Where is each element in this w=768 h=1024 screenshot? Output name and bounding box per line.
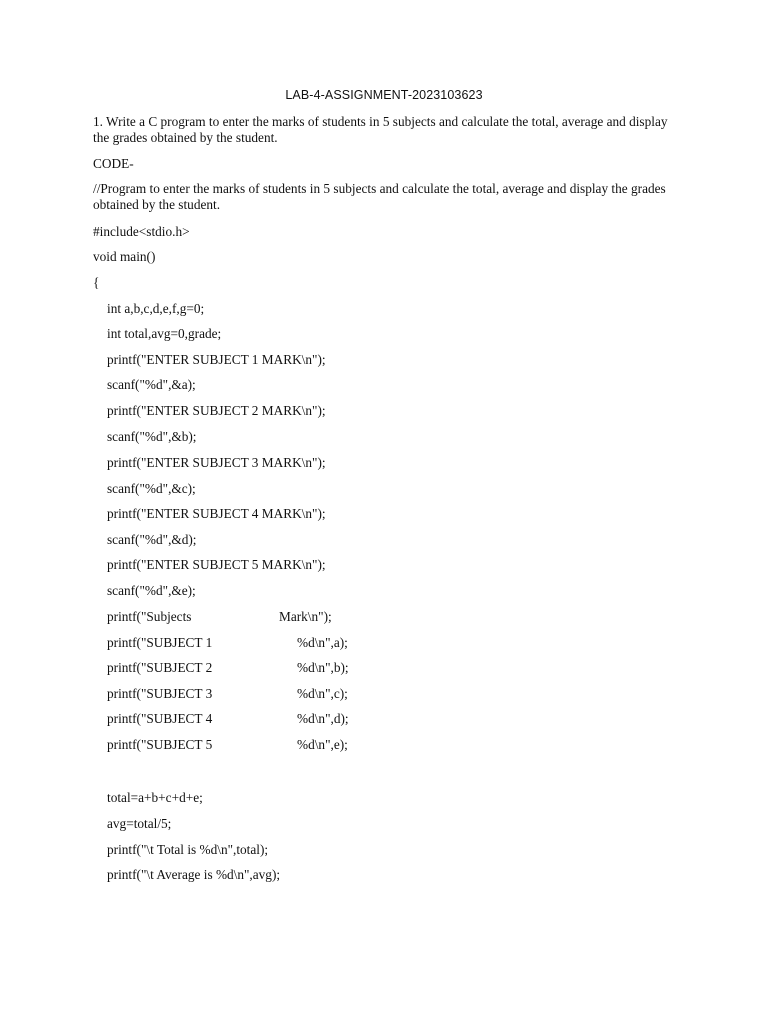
code-line-printf5: printf("ENTER SUBJECT 5 MARK\n"); (107, 557, 326, 572)
code-line-scanf2: scanf("%d",&b); (107, 429, 197, 444)
code-line-main: void main() (93, 249, 156, 264)
code-line-scanf4: scanf("%d",&d); (107, 532, 197, 547)
code-line-row3-right: %d\n",c); (297, 686, 348, 701)
code-line-total: total=a+b+c+d+e; (107, 790, 203, 805)
code-line-print-avg: printf("\t Average is %d\n",avg); (107, 867, 281, 882)
code-line-header-left: printf("Subjects (107, 609, 192, 624)
code-line-row1-left: printf("SUBJECT 1 (107, 635, 213, 650)
code-line-row4-left: printf("SUBJECT 4 (107, 711, 213, 726)
code-line-printf3: printf("ENTER SUBJECT 3 MARK\n"); (107, 455, 326, 470)
document-title: LAB-4-ASSIGNMENT-2023103623 (285, 88, 483, 102)
code-line-row3-left: printf("SUBJECT 3 (107, 686, 213, 701)
code-line-row5-left: printf("SUBJECT 5 (107, 737, 213, 752)
code-line-row5-right: %d\n",e); (297, 737, 348, 752)
code-line-row2-left: printf("SUBJECT 2 (107, 660, 213, 675)
code-line-decl2: int total,avg=0,grade; (107, 326, 222, 341)
code-line-scanf3: scanf("%d",&c); (107, 481, 196, 496)
code-line-print-total: printf("\t Total is %d\n",total); (107, 842, 269, 857)
question-text: 1. Write a C program to enter the marks of students in 5 subjects and calculate the total, average and display the grades obtained by the student. (93, 114, 668, 145)
code-line-avg: avg=total/5; (107, 816, 172, 831)
code-line-decl1: int a,b,c,d,e,f,g=0; (107, 301, 205, 316)
code-line-printf2: printf("ENTER SUBJECT 2 MARK\n"); (107, 403, 326, 418)
code-line-printf4: printf("ENTER SUBJECT 4 MARK\n"); (107, 506, 326, 521)
code-line-header-right: Mark\n"); (279, 609, 332, 624)
code-line-row4-right: %d\n",d); (297, 711, 349, 726)
code-line-open-brace: { (93, 275, 100, 290)
code-line-scanf5: scanf("%d",&e); (107, 583, 196, 598)
code-comment: //Program to enter the marks of students in 5 subjects and calculate the total, average and display the grades obtained by the student. (93, 181, 666, 212)
code-line-row1-right: %d\n",a); (297, 635, 348, 650)
code-line-row2-right: %d\n",b); (297, 660, 349, 675)
code-line-scanf1: scanf("%d",&a); (107, 377, 196, 392)
code-line-include: #include<stdio.h> (93, 224, 190, 239)
code-line-printf1: printf("ENTER SUBJECT 1 MARK\n"); (107, 352, 326, 367)
code-label: CODE- (93, 156, 134, 171)
